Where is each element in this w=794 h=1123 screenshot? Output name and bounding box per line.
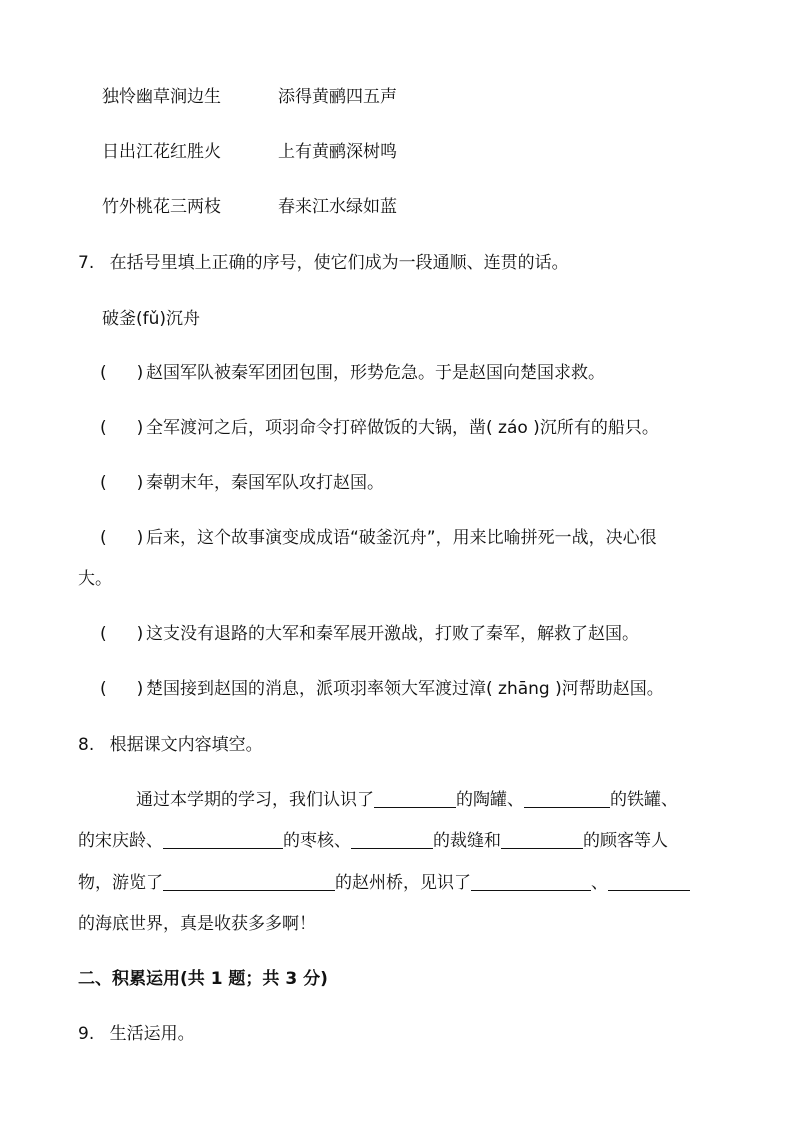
q8-number: 8. [78, 735, 95, 755]
fill-blank[interactable] [163, 830, 283, 849]
fill-blank[interactable] [163, 872, 335, 891]
q7-item-4 [100, 527, 657, 549]
q7-item-text: 赵国军队被秦军团团包围，形势危急。于是赵国向楚国求救。 [146, 363, 605, 383]
q7-item-text: 后来，这个故事演变成成语“破釜沉舟”，用来比喻拼死一战，决心很 [146, 528, 657, 548]
fill-blank[interactable] [501, 830, 583, 849]
poem-row-1 [102, 86, 397, 108]
q7-item-5 [100, 623, 639, 645]
q7-item-text: 全军渡河之后，项羽命令打碎做饭的大锅，凿( záo )沉所有的船只。 [146, 418, 659, 438]
answer-paren[interactable]: ( ) [100, 624, 144, 644]
poem-right: 上有黄鹂深树鸣 [278, 142, 397, 162]
q8-line-4: 的海底世界，真是收获多多啊！ [78, 914, 316, 934]
fill-blank[interactable] [608, 872, 690, 891]
q8-line-1: 通过本学期的学习，我们认识了 的陶罐、 的铁罐、 [136, 790, 678, 810]
fill-blank[interactable] [471, 872, 591, 891]
answer-paren[interactable]: ( ) [100, 363, 144, 383]
poem-left: 日出江花红胜火 [102, 142, 221, 162]
q7-item-text: 楚国接到赵国的消息，派项羽率领大军渡过漳( zhāng )河帮助赵国。 [146, 679, 664, 699]
answer-paren[interactable]: ( ) [100, 528, 144, 548]
q9-prompt: 生活运用。 [109, 1024, 195, 1044]
q8-heading [78, 734, 263, 756]
section-heading: 二、积累运用(共 1 题；共 3 分) [78, 969, 328, 989]
poem-row-2 [102, 141, 397, 163]
q7-item-3 [100, 472, 384, 494]
q8-prompt: 根据课文内容填空。 [109, 735, 263, 755]
q7-item-6 [100, 678, 664, 700]
q8-line-3: 物，游览了 的赵州桥，见识了 、 [78, 872, 690, 894]
answer-paren[interactable]: ( ) [100, 473, 144, 493]
q8-line-2: 的宋庆龄、 的枣核、 的裁缝和 的顾客等人 [78, 831, 668, 851]
fill-blank[interactable] [374, 789, 456, 808]
q7-item-2 [100, 417, 659, 439]
q7-title: 破釜(fǔ)沉舟 [102, 309, 201, 329]
poem-row-3 [102, 196, 397, 218]
q7-item-text: 这支没有退路的大军和秦军展开激战，打败了秦军，解救了赵国。 [146, 624, 639, 644]
poem-left: 竹外桃花三两枝 [102, 197, 221, 217]
answer-paren[interactable]: ( ) [100, 679, 144, 699]
poem-right: 春来江水绿如蓝 [278, 197, 397, 217]
fill-blank[interactable] [524, 789, 610, 808]
q7-heading [78, 252, 569, 274]
q9-number: 9. [78, 1024, 95, 1044]
q7-item-text: 秦朝末年，秦国军队攻打赵国。 [146, 473, 384, 493]
q7-prompt: 在括号里填上正确的序号，使它们成为一段通顺、连贯的话。 [109, 253, 569, 273]
poem-left: 独怜幽草涧边生 [102, 87, 221, 107]
q7-number: 7. [78, 253, 95, 273]
q7-item-1 [100, 362, 605, 384]
answer-paren[interactable]: ( ) [100, 418, 144, 438]
q9-heading [78, 1023, 195, 1045]
poem-right: 添得黄鹂四五声 [278, 87, 397, 107]
q7-item-4-cont: 大。 [78, 569, 112, 589]
fill-blank[interactable] [351, 830, 433, 849]
